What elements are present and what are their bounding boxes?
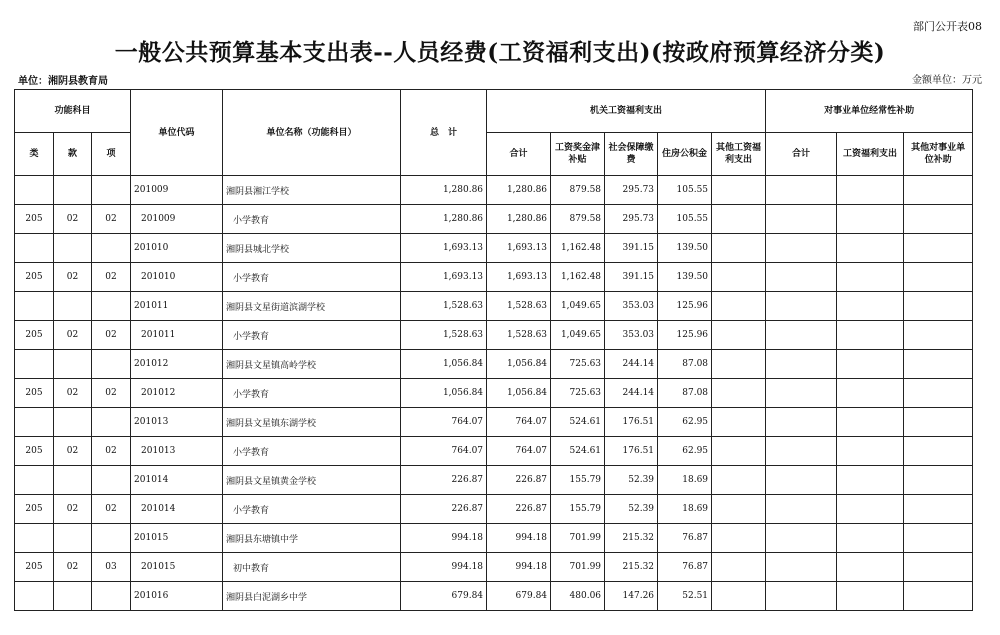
cell-kuan: 02 [54,263,92,292]
cell-inst-welfare [837,437,904,466]
cell-unit-code: 201015 [131,553,223,582]
budget-table [14,89,973,611]
cell-org-social: 391.15 [605,263,658,292]
cell-org-other [712,466,766,495]
cell-inst-sum [766,437,837,466]
cell-kuan: 02 [54,495,92,524]
cell-unit-code: 201013 [131,437,223,466]
cell-inst-sum [766,176,837,205]
cell-org-other [712,176,766,205]
cell-xiang: 02 [92,321,131,350]
cell-org-bonus: 524.61 [551,408,605,437]
cell-lei [15,350,54,379]
cell-inst-sum [766,379,837,408]
cell-unit-code: 201012 [131,379,223,408]
table-row [15,582,973,611]
cell-org-housing: 18.69 [658,466,712,495]
cell-org-sum: 1,280.86 [487,176,551,205]
cell-unit-name: 湘阴县白泥湖乡中学 [223,582,401,611]
cell-total: 764.07 [401,437,487,466]
cell-org-sum: 1,056.84 [487,379,551,408]
header-unit-name: 单位名称（功能科目） [223,90,401,176]
cell-inst-welfare [837,582,904,611]
cell-unit-code: 201010 [131,234,223,263]
cell-total: 764.07 [401,408,487,437]
cell-org-bonus: 879.58 [551,205,605,234]
table-row [15,408,973,437]
cell-org-social: 295.73 [605,176,658,205]
cell-org-bonus: 1,049.65 [551,321,605,350]
header-org-sum: 合计 [487,133,551,176]
cell-org-bonus: 701.99 [551,553,605,582]
cell-inst-sum [766,553,837,582]
cell-inst-other [904,582,973,611]
cell-inst-other [904,408,973,437]
header-inst-group: 对事业单位经常性补助 [766,90,973,133]
cell-inst-welfare [837,524,904,553]
cell-lei: 205 [15,379,54,408]
cell-org-social: 147.26 [605,582,658,611]
cell-org-sum: 764.07 [487,437,551,466]
header-inst-welfare: 工资福利支出 [837,133,904,176]
header-function-group: 功能科目 [15,90,131,133]
cell-xiang [92,582,131,611]
cell-org-housing: 105.55 [658,176,712,205]
cell-org-housing: 105.55 [658,205,712,234]
table-row [15,176,973,205]
cell-inst-welfare [837,350,904,379]
table-row [15,437,973,466]
cell-unit-code: 201010 [131,263,223,292]
cell-kuan: 02 [54,437,92,466]
cell-total: 1,280.86 [401,176,487,205]
cell-unit-name: 湘阴县东塘镇中学 [223,524,401,553]
cell-inst-other [904,553,973,582]
cell-unit-code: 201014 [131,466,223,495]
cell-xiang: 02 [92,263,131,292]
cell-org-social: 52.39 [605,466,658,495]
page-title: 一般公共预算基本支出表--人员经费(工资福利支出)(按政府预算经济分类) [114,39,886,66]
cell-kuan [54,408,92,437]
cell-total: 1,280.86 [401,205,487,234]
cell-org-housing: 139.50 [658,263,712,292]
cell-inst-other [904,321,973,350]
table-number-label: 部门公开表08 [913,20,982,33]
cell-org-housing: 87.08 [658,350,712,379]
cell-org-social: 176.51 [605,408,658,437]
cell-kuan [54,234,92,263]
table-row [15,263,973,292]
cell-inst-welfare [837,408,904,437]
cell-org-other [712,321,766,350]
cell-org-housing: 125.96 [658,321,712,350]
cell-lei [15,292,54,321]
cell-org-housing: 18.69 [658,495,712,524]
cell-xiang [92,408,131,437]
cell-inst-other [904,437,973,466]
cell-kuan [54,350,92,379]
cell-kuan [54,582,92,611]
header-total: 总 计 [401,90,487,176]
cell-inst-other [904,234,973,263]
cell-inst-sum [766,234,837,263]
cell-inst-welfare [837,553,904,582]
cell-inst-other [904,205,973,234]
cell-inst-sum [766,466,837,495]
cell-xiang [92,176,131,205]
cell-inst-other [904,524,973,553]
cell-unit-name: 湘阴县文星镇东湖学校 [223,408,401,437]
cell-inst-other [904,292,973,321]
cell-inst-sum [766,205,837,234]
cell-inst-sum [766,292,837,321]
cell-unit-name: 小学教育 [223,379,401,408]
table-row [15,234,973,263]
cell-org-sum: 1,528.63 [487,292,551,321]
cell-xiang: 02 [92,495,131,524]
cell-org-other [712,408,766,437]
cell-org-housing: 87.08 [658,379,712,408]
cell-inst-other [904,350,973,379]
cell-org-sum: 764.07 [487,408,551,437]
cell-org-bonus: 155.79 [551,466,605,495]
header-inst-sum: 合计 [766,133,837,176]
cell-total: 1,528.63 [401,321,487,350]
cell-org-other [712,437,766,466]
cell-inst-other [904,263,973,292]
cell-org-social: 215.32 [605,524,658,553]
header-org-group: 机关工资福利支出 [487,90,766,133]
header-lei: 类 [15,133,54,176]
header-org-housing: 住房公积金 [658,133,712,176]
cell-inst-welfare [837,466,904,495]
cell-org-sum: 226.87 [487,466,551,495]
cell-total: 1,056.84 [401,379,487,408]
cell-inst-sum [766,350,837,379]
cell-total: 1,056.84 [401,350,487,379]
cell-org-other [712,350,766,379]
cell-org-social: 391.15 [605,234,658,263]
cell-org-sum: 1,056.84 [487,350,551,379]
cell-inst-sum [766,495,837,524]
table-row [15,524,973,553]
cell-org-other [712,495,766,524]
cell-unit-name: 湘阴县湘江学校 [223,176,401,205]
cell-org-sum: 226.87 [487,495,551,524]
cell-unit-name: 湘阴县文星镇高岭学校 [223,350,401,379]
cell-unit-name: 湘阴县文星街道滨湖学校 [223,292,401,321]
cell-org-bonus: 1,049.65 [551,292,605,321]
cell-kuan: 02 [54,321,92,350]
header-xiang: 项 [92,133,131,176]
cell-org-other [712,205,766,234]
cell-org-bonus: 725.63 [551,379,605,408]
cell-lei [15,234,54,263]
cell-unit-name: 湘阴县文星镇黄金学校 [223,466,401,495]
cell-lei [15,408,54,437]
cell-inst-sum [766,321,837,350]
cell-inst-welfare [837,292,904,321]
cell-total: 226.87 [401,466,487,495]
cell-inst-sum [766,524,837,553]
header-org-bonus: 工资奖金津补贴 [551,133,605,176]
cell-lei: 205 [15,321,54,350]
cell-inst-other [904,176,973,205]
cell-xiang: 02 [92,379,131,408]
cell-lei: 205 [15,553,54,582]
cell-lei: 205 [15,263,54,292]
table-row [15,379,973,408]
cell-org-housing: 62.95 [658,437,712,466]
table-body [15,176,973,611]
cell-org-other [712,234,766,263]
cell-org-bonus: 879.58 [551,176,605,205]
cell-unit-code: 201012 [131,350,223,379]
cell-org-sum: 994.18 [487,553,551,582]
cell-org-bonus: 480.06 [551,582,605,611]
cell-xiang [92,524,131,553]
cell-org-social: 244.14 [605,350,658,379]
cell-org-housing: 139.50 [658,234,712,263]
cell-lei: 205 [15,495,54,524]
cell-org-other [712,379,766,408]
cell-inst-welfare [837,379,904,408]
cell-inst-other [904,466,973,495]
cell-total: 994.18 [401,524,487,553]
cell-lei [15,524,54,553]
header-unit-code: 单位代码 [131,90,223,176]
cell-org-bonus: 155.79 [551,495,605,524]
header-org-social: 社会保障缴费 [605,133,658,176]
cell-inst-welfare [837,321,904,350]
cell-total: 994.18 [401,553,487,582]
cell-inst-welfare [837,234,904,263]
cell-org-bonus: 524.61 [551,437,605,466]
cell-lei: 205 [15,437,54,466]
cell-org-other [712,582,766,611]
cell-lei: 205 [15,205,54,234]
cell-kuan [54,176,92,205]
cell-kuan [54,292,92,321]
table-row [15,205,973,234]
cell-kuan: 02 [54,553,92,582]
cell-lei [15,466,54,495]
cell-unit-name: 小学教育 [223,495,401,524]
cell-unit-code: 201011 [131,321,223,350]
unit-label: 单位：湘阴县教育局 [18,76,108,87]
cell-unit-code: 201016 [131,582,223,611]
cell-org-sum: 1,693.13 [487,234,551,263]
table-row [15,466,973,495]
cell-unit-name: 湘阴县城北学校 [223,234,401,263]
cell-xiang: 03 [92,553,131,582]
cell-total: 679.84 [401,582,487,611]
cell-xiang [92,292,131,321]
cell-org-bonus: 1,162.48 [551,234,605,263]
cell-org-social: 52.39 [605,495,658,524]
cell-unit-name: 初中教育 [223,553,401,582]
cell-org-housing: 62.95 [658,408,712,437]
header-kuan: 款 [54,133,92,176]
cell-lei [15,582,54,611]
cell-org-housing: 125.96 [658,292,712,321]
cell-xiang [92,466,131,495]
cell-org-housing: 76.87 [658,524,712,553]
cell-org-social: 353.03 [605,292,658,321]
cell-xiang: 02 [92,205,131,234]
cell-org-social: 215.32 [605,553,658,582]
cell-unit-code: 201009 [131,205,223,234]
cell-xiang [92,350,131,379]
cell-kuan: 02 [54,379,92,408]
cell-org-sum: 1,280.86 [487,205,551,234]
cell-unit-code: 201009 [131,176,223,205]
cell-inst-sum [766,263,837,292]
table-row [15,350,973,379]
header-org-other: 其他工资福利支出 [712,133,766,176]
cell-org-other [712,292,766,321]
cell-kuan [54,524,92,553]
cell-org-housing: 52.51 [658,582,712,611]
cell-org-sum: 679.84 [487,582,551,611]
cell-total: 1,693.13 [401,263,487,292]
cell-org-bonus: 701.99 [551,524,605,553]
cell-inst-other [904,379,973,408]
cell-inst-sum [766,582,837,611]
table-row [15,553,973,582]
cell-org-other [712,263,766,292]
cell-unit-code: 201013 [131,408,223,437]
cell-inst-other [904,495,973,524]
cell-unit-name: 小学教育 [223,321,401,350]
table-row [15,321,973,350]
cell-org-sum: 994.18 [487,524,551,553]
cell-xiang [92,234,131,263]
amount-unit-label: 金额单位：万元 [912,75,982,86]
cell-org-social: 353.03 [605,321,658,350]
cell-unit-name: 小学教育 [223,205,401,234]
cell-total: 1,528.63 [401,292,487,321]
cell-inst-welfare [837,263,904,292]
cell-org-housing: 76.87 [658,553,712,582]
cell-org-social: 176.51 [605,437,658,466]
cell-org-other [712,553,766,582]
cell-inst-welfare [837,176,904,205]
cell-unit-code: 201014 [131,495,223,524]
cell-xiang: 02 [92,437,131,466]
cell-unit-name: 小学教育 [223,263,401,292]
table-row [15,495,973,524]
cell-kuan [54,466,92,495]
cell-unit-name: 小学教育 [223,437,401,466]
cell-org-bonus: 1,162.48 [551,263,605,292]
cell-org-bonus: 725.63 [551,350,605,379]
cell-total: 226.87 [401,495,487,524]
cell-unit-code: 201011 [131,292,223,321]
cell-org-sum: 1,528.63 [487,321,551,350]
cell-org-social: 244.14 [605,379,658,408]
cell-org-social: 295.73 [605,205,658,234]
cell-inst-welfare [837,495,904,524]
table-row [15,292,973,321]
cell-inst-welfare [837,205,904,234]
header-inst-other: 其他对事业单位补助 [904,133,973,176]
cell-inst-sum [766,408,837,437]
cell-total: 1,693.13 [401,234,487,263]
cell-lei [15,176,54,205]
cell-org-other [712,524,766,553]
cell-kuan: 02 [54,205,92,234]
cell-org-sum: 1,693.13 [487,263,551,292]
cell-unit-code: 201015 [131,524,223,553]
